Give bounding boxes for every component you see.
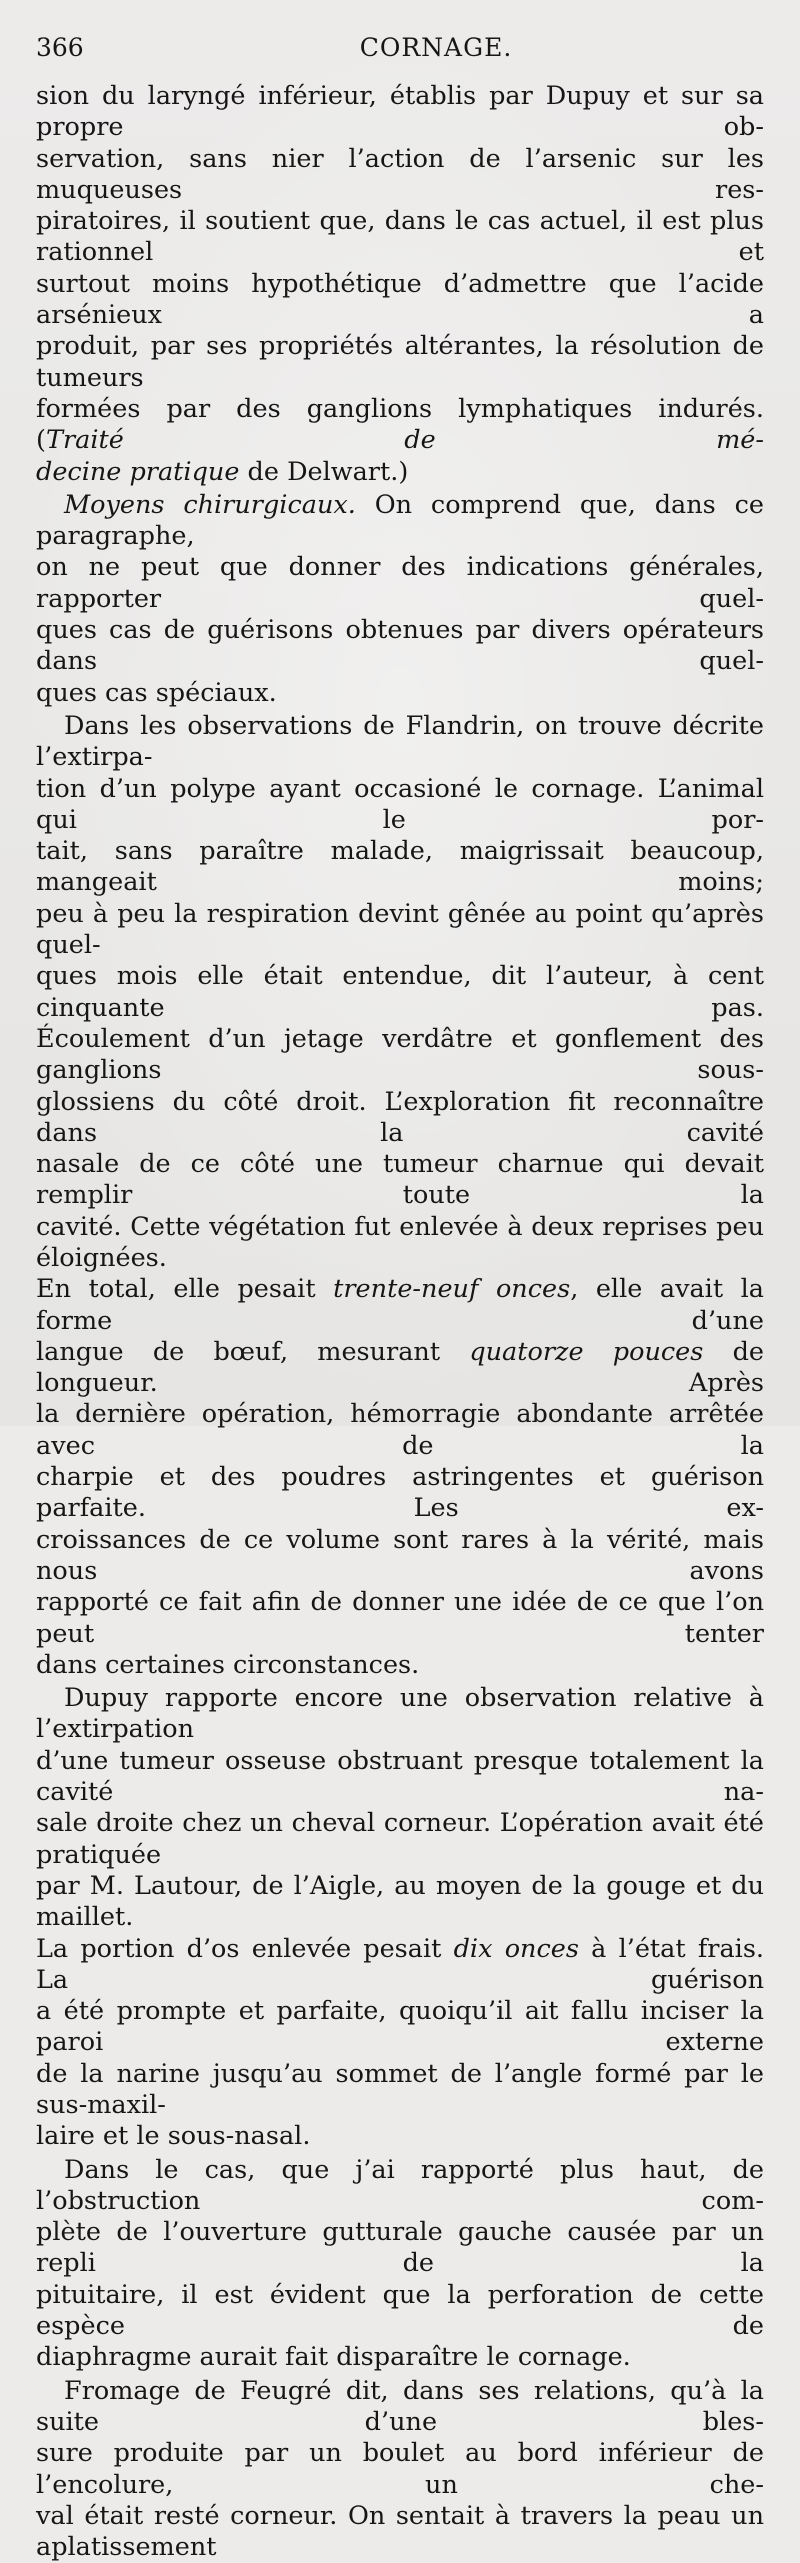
text-line: formées par des ganglions lymphatiques indurés. (Traité de mé-	[36, 393, 764, 456]
paragraph	[36, 81, 764, 488]
text-line: a été prompte et parfaite, quoiqu’il ait fallu inciser la paroi externe	[36, 1996, 764, 2058]
paragraph	[36, 2155, 764, 2374]
text-line: tait, sans paraître malade, maigrissait beaucoup, mangeait moins;	[36, 836, 764, 898]
text-line: Dans les observations de Flandrin, on trouve décrite l’extirpa-	[36, 710, 764, 773]
text-line: laire et le sous-nasal.	[36, 2121, 311, 2152]
text-line: plète de l’ouverture gutturale gauche causée par un repli de la	[36, 2217, 764, 2279]
page-header	[36, 28, 736, 68]
text-line: sale droite chez un cheval corneur. L’opération avait été pratiquée	[36, 1808, 764, 1870]
text-line: La portion d’os enlevée pesait dix onces à l’état frais. La guérison	[36, 1933, 765, 1995]
text-line: d’une tumeur osseuse obstruant presque totalement la cavité na-	[36, 1745, 764, 1808]
text-line: tion d’un polype ayant occasioné le cornage. L’animal qui le por-	[36, 773, 764, 835]
text-line: glossiens du côté droit. L’exploration fit reconnaître dans la cavité	[36, 1086, 764, 1148]
text-line: peu à peu la respiration devint gênée au point qu’après quel-	[36, 898, 764, 961]
text-line: servation, sans nier l’action de l’arsenic sur les muqueuses res-	[36, 143, 764, 205]
text-line: dans certaines circonstances.	[36, 1649, 420, 1680]
text-line: produit, par ses propriétés altérantes, la résolution de tumeurs	[36, 331, 764, 393]
text-line: la dernière opération, hémorragie abondante arrêtée avec de la	[36, 1399, 764, 1461]
text-line: rapporté ce fait afin de donner une idée de ce que l’on peut tenter	[36, 1587, 764, 1649]
text-line: sure produite par un boulet au bord inférieur de l’encolure, un che-	[36, 2438, 764, 2500]
text-line: ques cas de guérisons obtenues par divers opérateurs dans quel-	[36, 615, 764, 677]
text-line: cavité. Cette végétation fut enlevée à deux reprises peu éloignées.	[36, 1211, 764, 1273]
text-line: nasale de ce côté une tumeur charnue qui devait remplir toute la	[36, 1149, 764, 1211]
text-line: En total, elle pesait trente-neuf onces, elle avait la forme d’une	[36, 1274, 764, 1336]
page-number: 366	[36, 33, 84, 62]
paragraph	[36, 490, 764, 709]
text-line: on ne peut que donner des indications générales, rapporter quel-	[36, 552, 764, 614]
text-line: surtout moins hypothétique d’admettre que l’acide arsénieux a	[36, 268, 764, 331]
text-line: de la narine jusqu’au sommet de l’angle formé par le sus-maxil-	[36, 2058, 764, 2120]
text-line: ques mois elle était entendue, dit l’auteur, à cent cinquante pas.	[36, 961, 764, 1023]
text-line: Fromage de Feugré dit, dans ses relations, qu’à la suite d’une bles-	[36, 2375, 764, 2437]
paragraph	[36, 1683, 764, 2152]
text-line: diaphragme aurait fait disparaître le cornage.	[36, 2342, 631, 2373]
paragraph	[36, 2376, 764, 2563]
text-line: croissances de ce volume sont rares à la vérité, mais nous avons	[36, 1524, 764, 1586]
text-line: val était resté corneur. On sentait à travers la peau un aplatissement	[36, 2500, 764, 2563]
text-line: par M. Lautour, de l’Aigle, au moyen de la gouge et du maillet.	[36, 1870, 764, 1933]
text-line: piratoires, il soutient que, dans le cas actuel, il est plus rationnel et	[36, 206, 764, 268]
running-title: CORNAGE.	[359, 33, 513, 62]
text-line: sion du laryngé inférieur, établis par Dupuy et sur sa propre ob-	[36, 81, 764, 143]
text-line: Moyens chirurgicaux. On comprend que, dans ce paragraphe,	[36, 489, 764, 552]
text-line: langue de bœuf, mesurant quatorze pouces de longueur. Après	[36, 1336, 764, 1399]
text-line: charpie et des poudres astringentes et guérison parfaite. Les ex-	[36, 1462, 764, 1524]
paragraph	[36, 711, 764, 1681]
text-line: pituitaire, il est évident que la perforation de cette espèce de	[36, 2279, 764, 2342]
text-line: Écoulement d’un jetage verdâtre et gonflement des ganglions sous-	[36, 1023, 764, 1086]
text-line: Dans le cas, que j’ai rapporté plus haut, de l’obstruction com-	[36, 2154, 764, 2216]
body-text	[36, 81, 764, 2563]
text-line: decine pratique de Delwart.)	[36, 456, 409, 487]
text-line: ques cas spéciaux.	[36, 677, 277, 708]
text-line: Dupuy rapporte encore une observation relative à l’extirpation	[36, 1683, 764, 1745]
